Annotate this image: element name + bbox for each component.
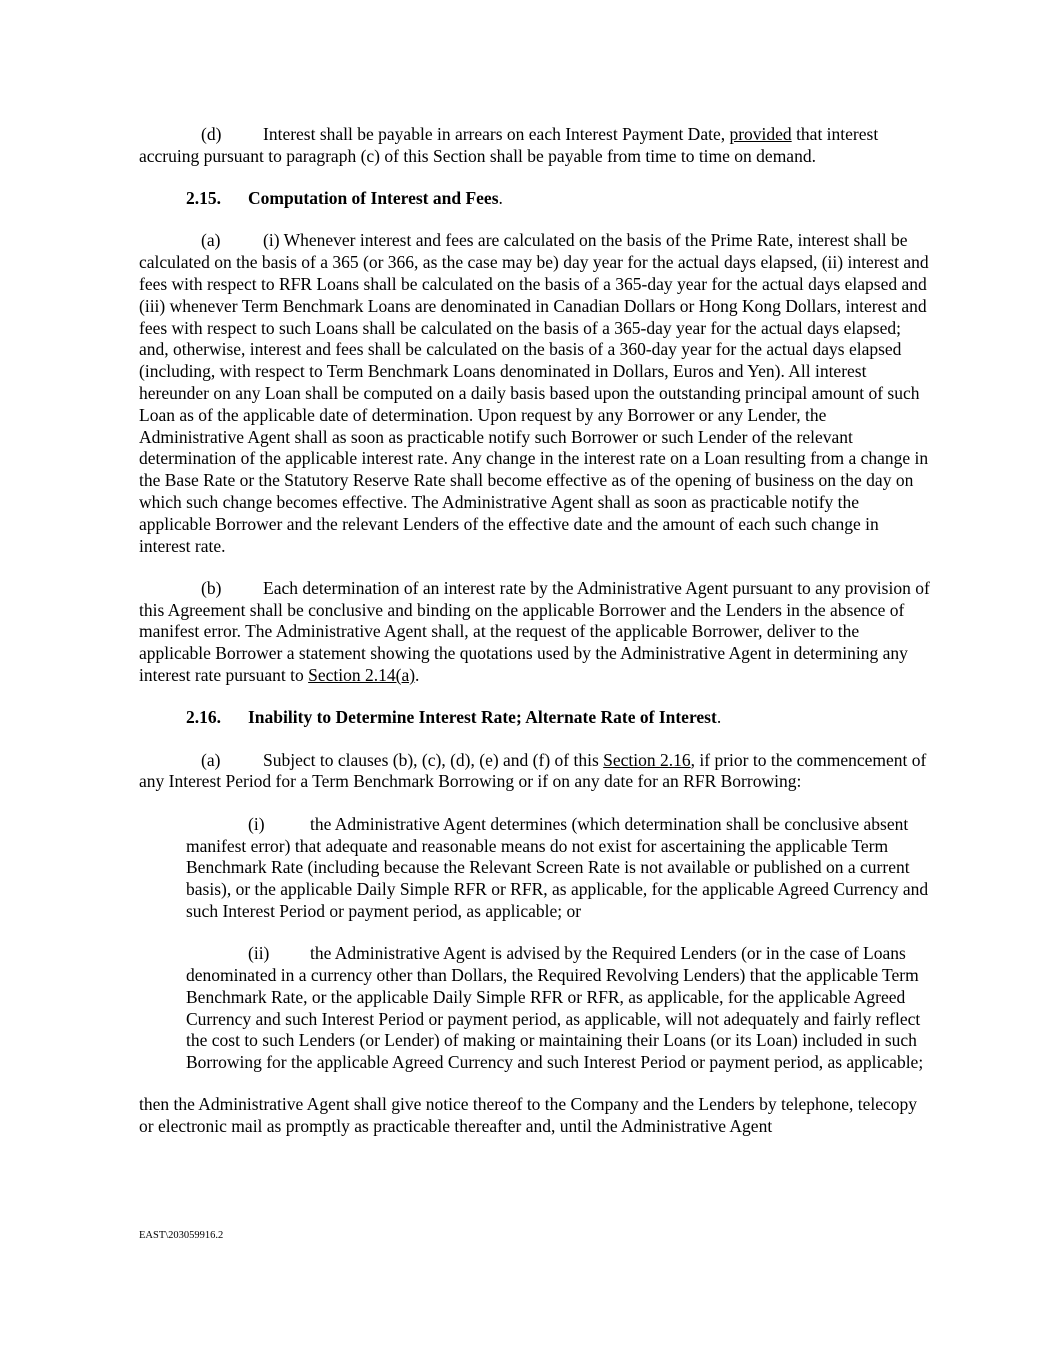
paragraph-2-15-a — [139, 230, 931, 557]
section-2-14a-reference: Section 2.14(a) — [308, 665, 416, 686]
provided-underlined-term: provided — [729, 124, 792, 144]
clause-marker: (ii) — [248, 943, 270, 964]
paragraph-text: Interest shall be payable in arrears on each Interest Payment Date, — [263, 124, 730, 144]
document-body — [139, 124, 931, 1138]
section-title: Inability to Determine Interest Rate; Alternate Rate of Interest — [248, 707, 717, 728]
section-number: 2.15. — [186, 188, 221, 209]
paragraph-d — [139, 124, 931, 168]
section-number: 2.16. — [186, 707, 221, 728]
paragraph-2-16-a — [139, 750, 931, 794]
clause-marker: (i) — [248, 813, 265, 834]
clause-text: the Administrative Agent determines (which determination shall be conclusive absent manifest error) that adequate and reasonable means do not exist for ascertaining the applicable Term Benchmark Rate (including because the Relevant Screen Rate is not available or published on a current basis), or the applicable Daily Simple RFR or RFR, as applicable, for the applicable Agreed Currency and such Interest Period or payment period, as applicable; or — [186, 813, 929, 921]
section-title-period: . — [716, 707, 722, 728]
section-2-16-reference: Section 2.16 — [603, 749, 691, 770]
section-heading-2-15 — [139, 188, 931, 210]
clause-text: the Administrative Agent is advised by the Required Lenders (or in the case of Loans denominated in a currency other than Dollars, the Required Revolving Lenders) that the applicable Term Benchmark Rate, or the applicable Daily Simple RFR or RFR, as applicable, for the applicable Agreed Currency and such Interest Period or payment period, as applicable, will not adequately and fairly reflect the cost to such Lenders (or Lender) of making or maintaining their Loans (or its Loan) included in such Borrowing for the applicable Agreed Currency and such Interest Period or payment period, as applicable; — [186, 943, 924, 1073]
paragraph-marker: (d) — [201, 124, 222, 144]
paragraph-text: (i) Whenever interest and fees are calculated on the basis of the Prime Rate, interest shall be calculated on the basis of a 365 (or 366, as the case may be) day year for the actual days elapsed, (ii) interest and fees with respect to RFR Loans shall be calculated on the basis of a 365-day year for the actual days elapsed and (iii) whenever Term Benchmark Loans are denominated in Canadian Dollars or Hong Kong Dollars, interest and fees with respect to such Loans shall be calculated on the basis of a 365-day year for the actual days elapsed; and, otherwise, interest and fees shall be calculated on the basis of a 360-day year for the actual days elapsed (including, with respect to Term Benchmark Loans denominated in Dollars, Euros and Yen). All interest hereunder on any Loan shall be computed on a daily basis based upon the outstanding principal amount of such Loan as of the applicable date of determination. Upon request by any Borrower or any Lender, the Administrative Agent shall as soon as practicable notify such Borrower or such Lender of the relevant determination of the applicable interest rate. Any change in the interest rate on a Loan resulting from a change in the Base Rate or the Statutory Reserve Rate shall become effective as of the opening of business on the day on which such change becomes effective. The Administrative Agent shall as soon as practicable notify the applicable Borrower and the relevant Lenders of the effective date and the amount of each such change in interest rate. — [139, 230, 929, 556]
section-title-period: . — [498, 188, 503, 209]
closing-paragraph: then the Administrative Agent shall give notice thereof to the Company and the Lenders by telephone, telecopy or electronic mail as promptly as practicable thereafter and, until the Administrative Agent — [139, 1094, 918, 1137]
paragraph-text: Each determination of an interest rate by the Administrative Agent pursuant to any provision of this Agreement shall be conclusive and binding on the applicable Borrower and the Lenders in the absence of manifest error. The Administrative Agent shall, at the request of the applicable Borrower, deliver to the applicable Borrower a statement showing the quotations used by the Administrative Agent in determining any interest rate pursuant to — [139, 577, 930, 686]
paragraph-text: Subject to clauses (b), (c), (d), (e) and (f) of this — [263, 749, 604, 770]
section-heading-2-16 — [139, 707, 931, 729]
document-id-footer: EAST\203059916.2 — [139, 1230, 224, 1241]
paragraph-2-15-b — [139, 578, 931, 687]
paragraph-marker: (a) — [201, 749, 221, 770]
paragraph-text-continued: that interest accruing pursuant to paragraph (c) of this Section shall be payable from time to time on demand. — [139, 124, 879, 166]
section-title: Computation of Interest and Fees — [248, 188, 499, 209]
clause-ii — [186, 943, 931, 1074]
paragraph-text-continued: , if prior to the commencement of any Interest Period for a Term Benchmark Borrowing or if on any date for an RFR Borrowing: — [139, 749, 927, 792]
paragraph-text-continued: . — [415, 665, 420, 686]
paragraph-marker: (b) — [201, 577, 222, 598]
clause-i — [186, 814, 931, 923]
paragraph-marker: (a) — [201, 230, 221, 251]
